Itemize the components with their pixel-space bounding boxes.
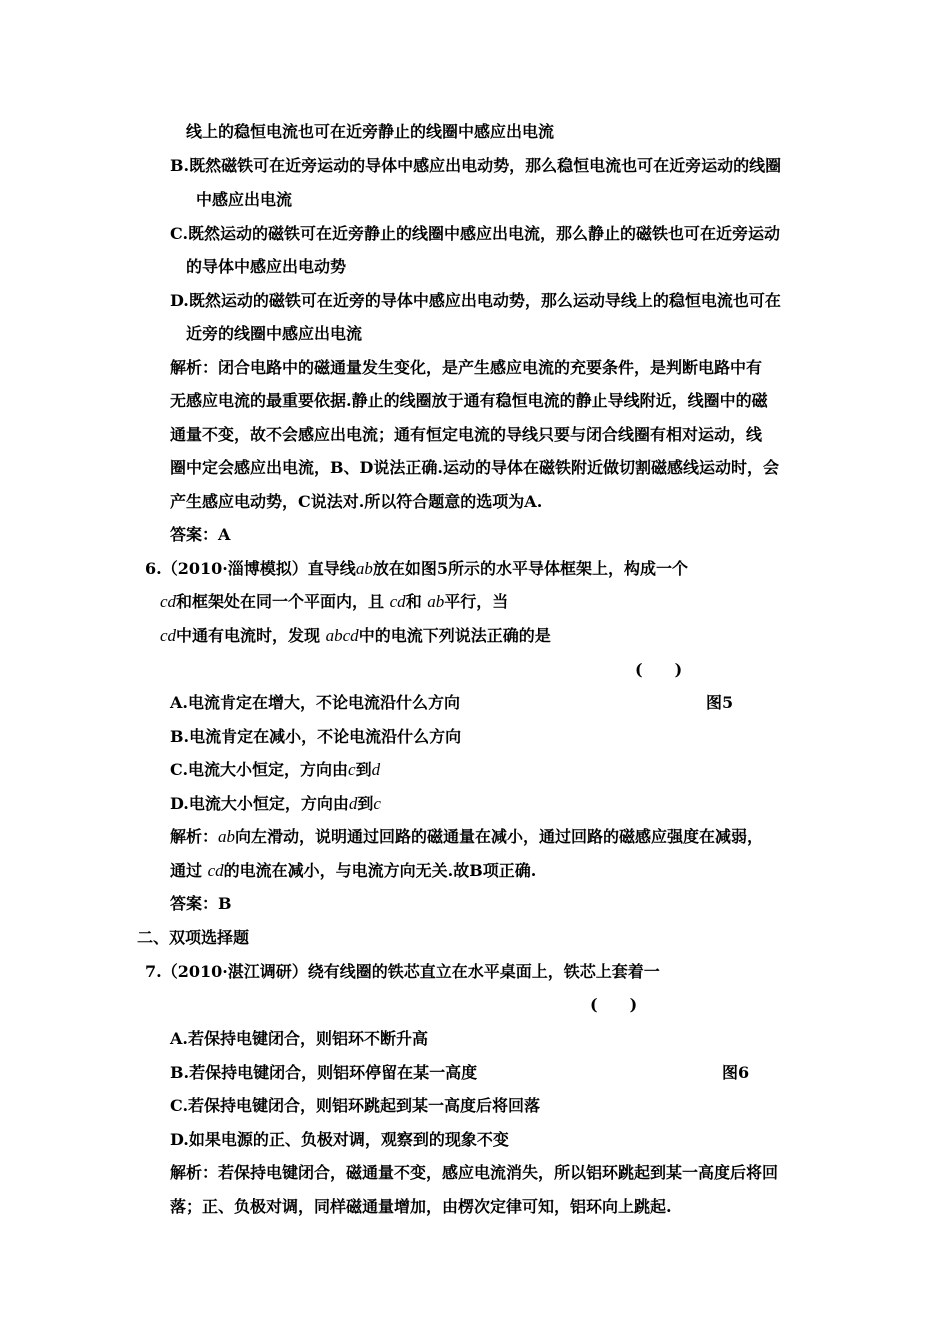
stem-text: 平行，当 [444,592,509,611]
analysis-line2: 落；正、负极对调，同样磁通量增加，由楞次定律可知，铝环向上跳起. [170,1197,672,1216]
var-d: d [371,760,381,779]
analysis-text: 通过 [170,861,203,880]
option-a: A.电流肯定在增大，不论电流沿什么方向 [170,693,460,712]
var-cd: cd [160,626,177,645]
stem-text: 放在如图5所示的水平导体框架上，构成一个 [372,559,688,578]
figure-label: 图6 [722,1063,750,1082]
var-ab: ab [218,827,236,846]
option-d [170,794,381,814]
option-a-continued: 线上的稳恒电流也可在近旁静止的线圈中感应出电流 [186,122,555,141]
var-ab: ab [355,559,373,578]
analysis-line3: 通量不变，故不会感应出电流；通有恒定电流的导线只要与闭合线圈有相对运动，线 [170,425,763,444]
analysis-text: 的电流在减小，与电流方向无关.故B项正确. [223,861,537,880]
answer-paren: ( ) [590,995,638,1014]
option-c: C.若保持电键闭合，则铝环跳起到某一高度后将回落 [170,1096,541,1115]
option-b: B.若保持电键闭合，则铝环停留在某一高度 [170,1063,478,1082]
option-d-line2: 近旁的线圈中感应出电流 [186,324,363,343]
option-d-line1: D.既然运动的磁铁可在近旁的导体中感应出电动势，那么运动导线上的稳恒电流也可在 [170,291,781,310]
option-c-line2: 的导体中感应出电动势 [186,257,347,276]
option-text: D.电流大小恒定，方向由 [170,794,349,813]
var-cd: cd [389,592,406,611]
var-c: c [373,794,381,813]
var-d: d [348,794,358,813]
analysis-line5: 产生感应电动势，C说法对.所以符合题意的选项为A. [170,492,543,511]
answer-paren: ( ) [635,660,683,679]
answer: 答案：B [170,894,232,913]
option-c-line1: C.既然运动的磁铁可在近旁静止的线圈中感应出电流，那么静止的磁铁也可在近旁运动 [170,224,781,243]
analysis-line4: 圈中定会感应出电流，B、D说法正确.运动的导体在磁铁附近做切割磁感线运动时，会 [170,458,779,477]
analysis-line2 [170,861,536,881]
answer: 答案：A [170,525,231,544]
option-b-line2: 中感应出电流 [196,190,293,209]
option-b: B.电流肯定在减小，不论电流沿什么方向 [170,727,462,746]
question-stem-line1 [145,559,688,579]
question-stem-line2 [160,592,508,612]
option-text: 到 [355,760,372,779]
option-a: A.若保持电键闭合，则铝环不断升高 [170,1029,428,1048]
option-b-line1: B.既然磁铁可在近旁运动的导体中感应出电动势，那么稳恒电流也可在近旁运动的线圈 [170,156,782,175]
analysis-text: 向左滑动，说明通过回路的磁通量在减小，通过回路的磁感应强度在减弱， [235,827,764,846]
var-cd: cd [160,592,177,611]
analysis-line1 [170,827,763,847]
analysis-line2: 无感应电流的最重要依据.静止的线圈放于通有稳恒电流的静止导线附近，线圈中的磁 [170,391,768,410]
option-text: C.电流大小恒定，方向由 [170,760,349,779]
stem-text: 中的电流下列说法正确的是 [358,626,551,645]
option-text: 到 [357,794,374,813]
question-stem-line1: 7.（2010·湛江调研）绕有线圈的铁芯直立在水平桌面上，铁芯上套着一 [145,962,660,981]
stem-text: 和框架处在同一个平面内，且 [176,592,385,611]
stem-text: 和 [405,592,422,611]
var-c: c [348,760,356,779]
stem-text: 中通有电流时，发现 [176,626,321,645]
var-ab: ab [427,592,445,611]
question-stem-line3 [160,626,551,646]
option-c [170,760,380,780]
var-cd: cd [207,861,224,880]
option-d: D.如果电源的正、负极对调，观察到的现象不变 [170,1130,509,1149]
analysis-line1: 解析：若保持电键闭合，磁通量不变，感应电流消失，所以铝环跳起到某一高度后将回 [170,1163,779,1182]
section-heading: 二、双项选择题 [137,928,250,947]
figure-label: 图5 [706,693,734,712]
analysis-text: 解析： [170,827,219,846]
stem-text: 6.（2010·淄博模拟）直导线 [145,559,356,578]
var-abcd: abcd [325,626,359,645]
analysis-line1: 解析：闭合电路中的磁通量发生变化，是产生感应电流的充要条件，是判断电路中有 [170,358,763,377]
